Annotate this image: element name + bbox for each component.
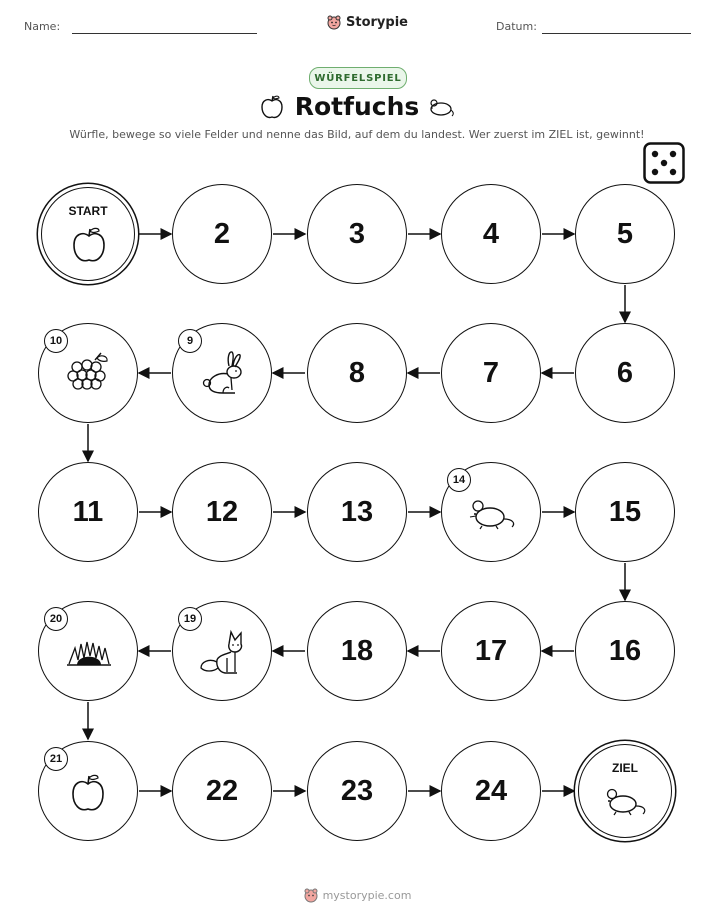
field-number-badge: 14 <box>447 468 471 492</box>
board-field-20 <box>38 601 138 701</box>
board-field-start <box>41 187 135 281</box>
field-number: 23 <box>340 774 374 807</box>
board-field-6 <box>575 323 675 423</box>
grapes-icon <box>65 350 113 398</box>
field-number-badge: 21 <box>44 747 68 771</box>
board-field-14 <box>441 462 541 562</box>
board-field-5 <box>575 184 675 284</box>
field-number: 12 <box>205 495 239 528</box>
game-instructions: Würfle, bewege so viele Felder und nenne das Bild, auf dem du landest. Wer zuerst im ZIEL ist, gewinnt! <box>69 128 645 141</box>
board-field-22 <box>172 741 272 841</box>
board-field-2 <box>172 184 272 284</box>
field-number: 5 <box>616 217 634 250</box>
board-field-10 <box>38 323 138 423</box>
field-number: 16 <box>608 634 642 667</box>
field-number-badge: 19 <box>178 607 202 631</box>
field-number: 4 <box>482 217 500 250</box>
field-number: 3 <box>348 217 366 250</box>
field-number-badge: 20 <box>44 607 68 631</box>
board-field-4 <box>441 184 541 284</box>
rabbit-icon <box>199 350 247 396</box>
brand-name: Storypie <box>346 14 408 30</box>
field-number: 15 <box>608 495 642 528</box>
field-number: 8 <box>348 356 366 389</box>
board-field-17 <box>441 601 541 701</box>
finish-label: ZIEL <box>612 761 638 775</box>
board-field-21 <box>38 741 138 841</box>
footer-url[interactable]: mystorypie.com <box>322 888 412 902</box>
fox-icon <box>197 628 249 678</box>
board-field-24 <box>441 741 541 841</box>
storypie-mascot-icon <box>303 887 319 903</box>
date-label: Datum: <box>496 20 537 33</box>
apple-icon <box>70 772 106 814</box>
board-field-7 <box>441 323 541 423</box>
mouse-icon <box>601 785 649 817</box>
field-number: 6 <box>616 356 634 389</box>
field-number: 13 <box>340 495 374 528</box>
apple-icon <box>71 226 107 264</box>
board-field-12 <box>172 462 272 562</box>
board-field-11 <box>38 462 138 562</box>
field-number-badge: 10 <box>44 329 68 353</box>
board-field-15 <box>575 462 675 562</box>
field-number: 24 <box>474 774 508 807</box>
board-field-19 <box>172 601 272 701</box>
board-field-18 <box>307 601 407 701</box>
start-label: START <box>68 204 108 218</box>
field-number: 11 <box>72 495 104 528</box>
board-field-16 <box>575 601 675 701</box>
field-number: 7 <box>482 356 500 389</box>
field-number: 22 <box>205 774 239 807</box>
game-type-badge: WÜRFELSPIEL <box>309 67 407 89</box>
board-field-9 <box>172 323 272 423</box>
footer <box>0 887 714 903</box>
board-field-13 <box>307 462 407 562</box>
name-label: Name: <box>24 20 61 33</box>
board-field-3 <box>307 184 407 284</box>
field-number: 2 <box>213 217 231 250</box>
den-icon <box>65 636 113 670</box>
board-field-8 <box>307 323 407 423</box>
mouse-icon <box>466 497 518 531</box>
board-field-23 <box>307 741 407 841</box>
field-number: 17 <box>474 634 508 667</box>
field-number: 18 <box>340 634 374 667</box>
board-field-ziel <box>578 744 672 838</box>
page-title: Rotfuchs <box>294 92 420 121</box>
field-number-badge: 9 <box>178 329 202 353</box>
